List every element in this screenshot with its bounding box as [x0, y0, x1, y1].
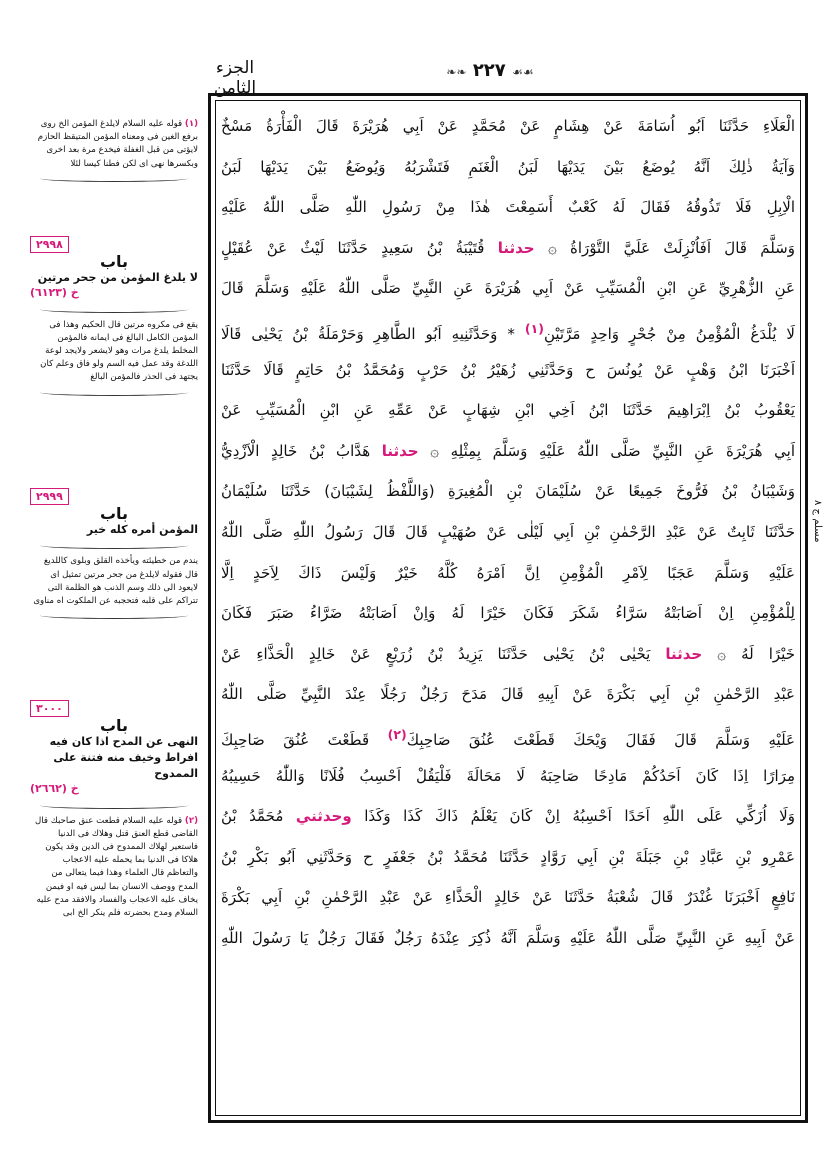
bab-title: النهى عن المدح اذا كان فيه افراط وخيف منه فتنة على الممدوح: [49, 735, 198, 781]
text-line: عَلَيْهِ وَسَلَّمَ عَجَبًا لِاَمْرِ الْمُؤْمِنِ اِنَّ اَمْرَهُ كُلَّهُ خَيْرٌ وَلَيْسَ ذَاكَ لِاَحَدٍ اِلَّا: [221, 563, 795, 582]
footnote-ref: (١): [524, 320, 544, 336]
text-segment: خَيْرًا لَهُ ۞: [717, 644, 795, 663]
text-segment: * وَحَدَّثَنِيهِ اَبُو الطَّاهِرِ وَحَرْمَلَةُ بْنُ يَحْيٰى قَالَا: [221, 324, 515, 343]
text-line: وَآيَةُ ذٰلِكَ اَنَّهُ يُوضَعُ بَيْنَ يَدَيْهَا لَبَنُ الْغَنَمِ فَتَشْرَبُهُ وَيُوضَعُ بَيْنَ يَدَيْهَا لَبَنُ: [221, 157, 795, 176]
text-line: [221, 228, 795, 269]
footnote-1-number: (١): [184, 119, 198, 129]
text-line: [221, 634, 795, 675]
text-line: عَبْدِ الرَّحْمٰنِ بْنِ اَبِي بَكْرَةَ عَنْ اَبِيهِ قَالَ مَدَحَ رَجُلٌ رَجُلًا عِنْدَ النَّبِيِّ صَلَّى اللّٰهُ: [221, 685, 795, 704]
text-line: عَمْرِو بْنِ عَبَّادِ بْنِ جَبَلَةَ بْنِ اَبِي رَوَّادٍ حَدَّثَنَا مُحَمَّدُ بْنُ جَعْفَرٍ ح وَحَدَّثَنِي اَبُو بَكْرِ بْنُ: [221, 847, 795, 866]
reference-number: خ (٦١٢٣): [30, 286, 79, 300]
haddathana-marker: حدثنا: [497, 238, 535, 257]
chapter-block-2999: [30, 488, 198, 625]
text-line: الْعَلَاءِ حَدَّثَنَا اَبُو اُسَامَةَ عَنْ هِشَامٍ عَنْ مُحَمَّدٍ عَنْ اَبِي هُرَيْرَةَ قَالَ الْفَأْرَةُ مَسْخٌ: [221, 117, 795, 135]
bab-title: المؤمن أمره كله خير: [86, 523, 198, 537]
page-number: [425, 60, 555, 81]
text-segment: وَسَلَّمَ قَالَ اَفَاُنْزِلَتْ عَلَيَّ التَّوْرَاةُ ۞: [547, 238, 795, 257]
text-segment: هَدَّابُ بْنُ خَالِدٍ الْاَزْدِيُّ: [221, 441, 371, 460]
text-segment: قَطَعْتَ عُنُقَ صَاحِبِكَ: [221, 730, 370, 749]
text-line: [221, 715, 795, 756]
text-line: عَنِ الزُّهْرِيِّ عَنِ ابْنِ الْمُسَيِّبِ عَنْ اَبِي هُرَيْرَةَ عَنِ النَّبِيِّ صَلَّى اللّٰهُ عَلَيْهِ وَسَلَّمَ قَالَ: [221, 279, 795, 298]
text-line: [221, 796, 795, 837]
chapter-block-3000: [30, 700, 198, 920]
text-segment: لَا يُلْدَغُ الْمُؤْمِنُ مِنْ جُحْرٍ وَاحِدٍ مَرَّتَيْنِ: [543, 324, 795, 343]
text-line: [221, 309, 795, 350]
bab-heading: باب: [99, 504, 129, 524]
footnote-2-number: (٢): [184, 815, 198, 826]
haddathana-marker: حدثنا: [381, 441, 419, 460]
text-segment: وَلَا اُزَكِّي عَلَى اللّٰهِ اَحَدًا اَحْسِبُهُ اِنْ كَانَ يَعْلَمُ ذَاكَ كَذَا وَكَذَا: [364, 807, 795, 826]
hadith-number-box: ٢٩٩٨: [30, 236, 69, 253]
text-line: مِرَارًا اِذَا كَانَ اَحَدُكُمْ مَادِحًا صَاحِبَهُ لَا مَحَالَةَ فَلْيَقُلْ اَحْسِبُ فُلَانًا وَاللّٰهُ حَسِيبُهُ: [221, 766, 795, 785]
divider: [40, 612, 188, 619]
margin-stamp: مسلم ج ٨: [812, 500, 823, 543]
footnote-ref: (٢): [387, 726, 407, 742]
main-text-frame: [208, 93, 808, 1123]
main-text: [221, 106, 795, 958]
footnote-2-text: قوله عليه السلام قطعت عنق صاحبك قال القاضى قطع العنق قتل وهلاك فى الدنيا فاستعير لهلاك الممدوح فى الدين وقد يكون هلاكا فى الدنيا بما يحمله عليه الاعجاب والتعاظم قال العلماء وهذا فيما يتعالى من المدح ووصف الانسان بما ليس فيه او فيمن يخاف عليه الاعجاب والفساد والافقد مدح عليه السلام ومدح بحضرته فلم ينكر الخ ابى: [35, 815, 198, 919]
bab-heading: باب: [99, 252, 129, 272]
haddathani-marker: وحدثني: [295, 807, 352, 826]
text-segment: قُتَيْبَةُ بْنُ سَعِيدٍ حَدَّثَنَا لَيْثٌ عَنْ عُقَيْلٍ: [221, 238, 485, 257]
commentary-text: يقع فى مكروه مرتين قال الحكيم وهذا فى المؤمن الكامل البالغ فى ايمانه فالمؤمن المخلط يلدغ مرات وهو لايشعر ولايجد لوعة اللدغة وقد عمل فيه السم ولو فاق وعلم كان يجتهد فى الحذر فالمؤمن البالغ: [40, 319, 198, 383]
footnote-1-text: قوله عليه السلام لايلدغ المؤمن الخ روى برفع الغين فى ومعناه المؤمن المتيقظ الحازم لايؤتى من قبل الغفلة فيخدع مرة بعد اخرى وبكسرها نهى اى لكن فطنا كيسا لئلا: [37, 119, 198, 169]
divider: [40, 542, 188, 549]
page-number-text: ٢٢٧: [472, 60, 506, 81]
text-line: الْاِبِلِ فَلَا تَذُوقُهُ فَقَالَ لَهُ كَعْبٌ أَسَمِعْتَ هٰذَا مِنْ رَسُولِ اللّٰهِ صَلَّى اللّٰهُ عَلَيْهِ: [221, 198, 795, 217]
text-line: حَدَّثَنَا ثَابِتٌ عَنْ عَبْدِ الرَّحْمٰنِ بْنِ اَبِي لَيْلٰى عَنْ صُهَيْبٍ قَالَ قَالَ رَسُولُ اللّٰهِ صَلَّى اللّٰهُ: [221, 522, 795, 541]
ornament-right-icon: ☙☙: [512, 65, 534, 79]
footnote-1: [30, 118, 198, 188]
text-line: نَافِعٍ اَخْبَرَنَا غُنْدَرٌ قَالَ شُعْبَةُ حَدَّثَنَا عَنْ خَالِدٍ الْحَذَّاءِ عَنْ عَبْدِ الرَّحْمٰنِ بْنِ اَبِي بَكْرَةَ: [221, 888, 795, 907]
text-line: [221, 431, 795, 472]
hadith-number-box: ٢٩٩٩: [30, 488, 69, 505]
divider: [40, 389, 188, 396]
haddathana-marker: حدثنا: [665, 644, 703, 663]
ornament-left-icon: ❧❧: [446, 65, 467, 79]
bab-heading: باب: [99, 716, 129, 736]
chapter-block-2998: [30, 236, 198, 402]
text-line: اَخْبَرَنَا ابْنُ وَهْبٍ عَنْ يُونُسَ ح وَحَدَّثَنِي زُهَيْرُ بْنُ حَرْبٍ وَمُحَمَّدُ بْنُ حَاتِمٍ قَالَا حَدَّثَنَا: [221, 360, 795, 379]
text-line: عَنْ اَبِيهِ عَنِ النَّبِيِّ صَلَّى اللّٰهُ عَلَيْهِ وَسَلَّمَ اَنَّهُ ذُكِرَ عِنْدَهُ رَجُلٌ فَقَالَ رَجُلٌ يَا رَسُولَ اللّٰهِ: [221, 928, 795, 947]
reference-number: خ (٢٦٦٢): [30, 782, 79, 796]
text-segment: مُحَمَّدُ بْنُ: [221, 807, 284, 826]
hadith-number-box: ٣٠٠٠: [30, 700, 69, 717]
divider: [40, 306, 188, 313]
text-line: يَعْقُوبُ بْنُ اِبْرَاهِيمَ حَدَّثَنَا ابْنُ اَخِي ابْنِ شِهَابٍ عَنْ عَمِّهِ عَنِ ابْنِ الْمُسَيِّبِ عَنْ: [221, 401, 795, 420]
part-label: الجزء الثامن: [213, 58, 257, 98]
divider: [40, 175, 188, 182]
text-line: لِلْمُؤْمِنِ اِنْ اَصَابَتْهُ سَرَّاءُ شَكَرَ فَكَانَ خَيْرًا لَهُ وَاِنْ اَصَابَتْهُ ضَرَّاءُ صَبَرَ فَكَانَ: [221, 604, 795, 623]
commentary-text: يندم من خطيئته ويأخذه القلق وبلوى كاللديغ قال فقوله لايلدغ من جحر مرتين تمثيل اى لايعود الى ذلك وسم الذنب هو الظلمة التى تتراكم على قلبه فتحجبه عن الملكوت اه مناوى: [33, 556, 198, 607]
text-segment: اَبِي هُرَيْرَةَ عَنِ النَّبِيِّ صَلَّى اللّٰهُ عَلَيْهِ وَسَلَّمَ بِمِثْلِهِ ۞: [430, 441, 795, 460]
text-segment: يَحْيٰى بْنُ يَحْيٰى حَدَّثَنَا يَزِيدُ بْنُ زُرَيْعٍ عَنْ خَالِدٍ الْحَذَّاءِ عَنْ: [221, 644, 651, 663]
text-line: وَشَيْبَانُ بْنُ فَرُّوخَ جَمِيعًا عَنْ سُلَيْمَانَ بْنِ الْمُغِيرَةِ (وَاللَّفْظُ لِشَيْبَانَ) حَدَّثَنَا سُلَيْمَانُ: [221, 482, 795, 501]
text-segment: عَلَيْهِ وَسَلَّمَ قَالَ فَقَالَ وَيْحَكَ قَطَعْتَ عُنُقَ صَاحِبِكَ: [406, 730, 795, 749]
divider: [40, 802, 188, 809]
bab-title: لا يلدغ المؤمن من جحر مرتين: [37, 271, 198, 285]
